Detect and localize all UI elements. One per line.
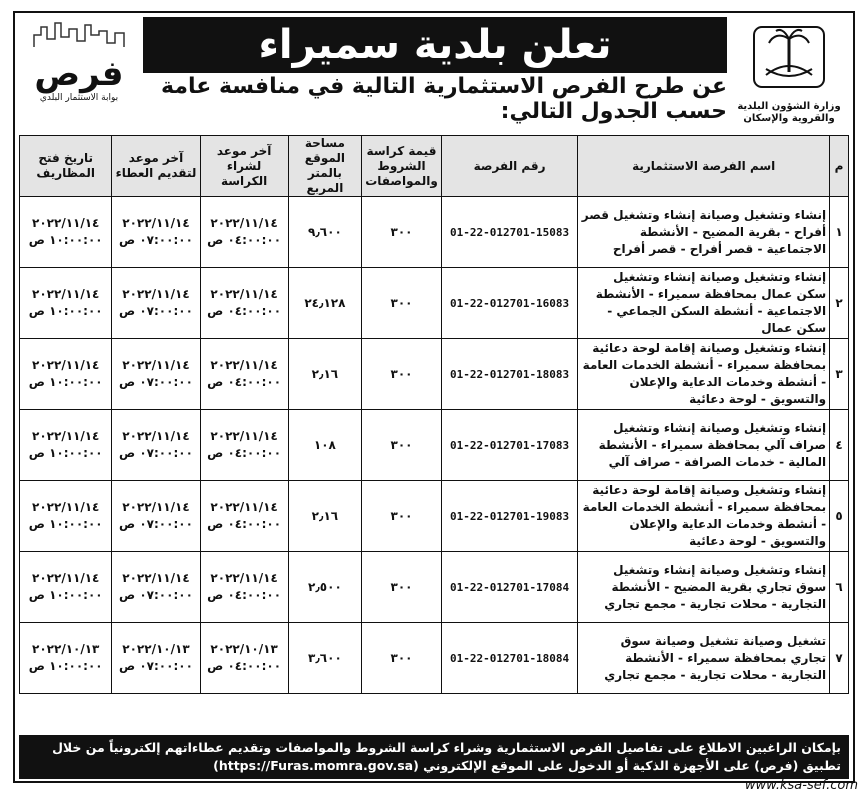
opportunities-table bbox=[19, 135, 849, 694]
row-opening: ٢٠٢٢/١٠/١٣ ١٠:٠٠:٠٠ ص bbox=[20, 623, 112, 694]
city-skyline-icon bbox=[29, 17, 129, 51]
table-row bbox=[20, 623, 849, 694]
row-buy-deadline: ٢٠٢٢/١١/١٤ ٠٤:٠٠:٠٠ ص bbox=[200, 268, 288, 339]
row-price: ٣٠٠ bbox=[362, 552, 442, 623]
row-number: 01-22-012701-16083 bbox=[441, 268, 577, 339]
row-number: 01-22-012701-17083 bbox=[441, 410, 577, 481]
row-area: ٩٫٦٠٠ bbox=[288, 197, 361, 268]
row-area: ٢٫١٦ bbox=[288, 339, 361, 410]
header-price: قيمة كراسة الشروط والمواصفات bbox=[362, 136, 442, 197]
row-number: 01-22-012701-19083 bbox=[441, 481, 577, 552]
row-opening: ٢٠٢٢/١١/١٤ ١٠:٠٠:٠٠ ص bbox=[20, 339, 112, 410]
header-number: رقم الفرصة bbox=[441, 136, 577, 197]
row-opening: ٢٠٢٢/١١/١٤ ١٠:٠٠:٠٠ ص bbox=[20, 410, 112, 481]
row-name: إنشاء وتشغيل وصيانة إنشاء وتشغيل سوق تجاري بقرية المضيح - الأنشطة التجارية - محلات تجارية - مجمع تجاري bbox=[578, 552, 830, 623]
row-area: ٢٫٥٠٠ bbox=[288, 552, 361, 623]
row-index: ١ bbox=[830, 197, 849, 268]
table-row bbox=[20, 481, 849, 552]
row-number: 01-22-012701-15083 bbox=[441, 197, 577, 268]
table-row bbox=[20, 552, 849, 623]
table-row bbox=[20, 410, 849, 481]
row-index: ٥ bbox=[830, 481, 849, 552]
row-submit-deadline: ٢٠٢٢/١١/١٤ ٠٧:٠٠:٠٠ ص bbox=[112, 481, 200, 552]
row-area: ١٠٨ bbox=[288, 410, 361, 481]
table-row bbox=[20, 268, 849, 339]
footer-line-2: تطبيق (فرص) على الأجهزة الذكية أو الدخول على الموقع الإلكتروني (https://Furas.momra.gov.sa) bbox=[213, 758, 841, 773]
row-area: ٢٤٫١٢٨ bbox=[288, 268, 361, 339]
row-number: 01-22-012701-18084 bbox=[441, 623, 577, 694]
row-name: إنشاء وتشغيل وصيانة إنشاء وتشغيل صراف آلي بمحافظة سميراء - الأنشطة المالية - خدمات الصرافة - صراف آلي bbox=[578, 410, 830, 481]
row-name: إنشاء وتشغيل وصيانة إقامة لوحة دعائية بمحافظة سميراء - أنشطة الخدمات العامة - أنشطة وخدمات الدعاية والإعلان والتسويق - لوحة دعائية bbox=[578, 339, 830, 410]
row-index: ٦ bbox=[830, 552, 849, 623]
header-submit-deadline: آخر موعد لتقديم العطاء bbox=[112, 136, 200, 197]
row-submit-deadline: ٢٠٢٢/١٠/١٣ ٠٧:٠٠:٠٠ ص bbox=[112, 623, 200, 694]
row-opening: ٢٠٢٢/١١/١٤ ١٠:٠٠:٠٠ ص bbox=[20, 481, 112, 552]
table-header-row bbox=[20, 136, 849, 197]
palm-swords-emblem-icon bbox=[734, 17, 844, 97]
row-index: ٧ bbox=[830, 623, 849, 694]
row-index: ٢ bbox=[830, 268, 849, 339]
row-price: ٣٠٠ bbox=[362, 410, 442, 481]
header-name: اسم الفرصة الاستثمارية bbox=[578, 136, 830, 197]
row-submit-deadline: ٢٠٢٢/١١/١٤ ٠٧:٠٠:٠٠ ص bbox=[112, 268, 200, 339]
row-submit-deadline: ٢٠٢٢/١١/١٤ ٠٧:٠٠:٠٠ ص bbox=[112, 410, 200, 481]
footer-line-1: بإمكان الراغبين الاطلاع على تفاصيل الفرص الاستثمارية وشراء كراسة الشروط والمواصفات وتقديم عطاءاتهم إلكترونياً من خلال bbox=[52, 740, 841, 755]
row-submit-deadline: ٢٠٢٢/١١/١٤ ٠٧:٠٠:٠٠ ص bbox=[112, 197, 200, 268]
row-name: تشغيل وصيانة تشغيل وصيانة سوق تجاري بمحافظة سميراء - الأنشطة التجارية - محلات تجارية - مجمع تجاري bbox=[578, 623, 830, 694]
row-buy-deadline: ٢٠٢٢/١٠/١٣ ٠٤:٠٠:٠٠ ص bbox=[200, 623, 288, 694]
row-buy-deadline: ٢٠٢٢/١١/١٤ ٠٤:٠٠:٠٠ ص bbox=[200, 552, 288, 623]
row-area: ٢٫١٦ bbox=[288, 481, 361, 552]
row-price: ٣٠٠ bbox=[362, 339, 442, 410]
row-price: ٣٠٠ bbox=[362, 623, 442, 694]
ministry-logo bbox=[729, 17, 849, 127]
row-opening: ٢٠٢٢/١١/١٤ ١٠:٠٠:٠٠ ص bbox=[20, 197, 112, 268]
footer-notice bbox=[19, 735, 849, 779]
row-opening: ٢٠٢٢/١١/١٤ ١٠:٠٠:٠٠ ص bbox=[20, 552, 112, 623]
row-number: 01-22-012701-18083 bbox=[441, 339, 577, 410]
row-index: ٤ bbox=[830, 410, 849, 481]
row-index: ٣ bbox=[830, 339, 849, 410]
banner-title: تعلن بلدية سميراء bbox=[143, 17, 727, 73]
row-name: إنشاء وتشغيل وصيانة إنشاء وتشغيل سكن عمال بمحافظة سميراء - الأنشطة الاجتماعية - أنشطة السكن الجماعي - سكن عمال bbox=[578, 268, 830, 339]
furas-logo bbox=[19, 17, 139, 127]
advertisement-frame bbox=[13, 11, 855, 783]
row-price: ٣٠٠ bbox=[362, 197, 442, 268]
header bbox=[15, 13, 853, 131]
header-opening: تاريخ فتح المظاريف bbox=[20, 136, 112, 197]
furas-caption: بوابة الاستثمار البلدي bbox=[39, 93, 119, 103]
watermark-credit: www.ksa-sef.com bbox=[744, 778, 858, 793]
table-row bbox=[20, 197, 849, 268]
ministry-name: وزارة الشؤون البلدية والقروية والإسكان bbox=[737, 101, 841, 124]
row-number: 01-22-012701-17084 bbox=[441, 552, 577, 623]
header-area: مساحة الموقع بالمتر المربع bbox=[288, 136, 361, 197]
row-buy-deadline: ٢٠٢٢/١١/١٤ ٠٤:٠٠:٠٠ ص bbox=[200, 481, 288, 552]
row-submit-deadline: ٢٠٢٢/١١/١٤ ٠٧:٠٠:٠٠ ص bbox=[112, 339, 200, 410]
header-index: م bbox=[830, 136, 849, 197]
subtitle: عن طرح الفرص الاستثمارية التالية في منافسة عامة حسب الجدول التالي: bbox=[161, 74, 727, 124]
furas-word: فرص bbox=[34, 54, 124, 94]
row-buy-deadline: ٢٠٢٢/١١/١٤ ٠٤:٠٠:٠٠ ص bbox=[200, 410, 288, 481]
row-name: إنشاء وتشغيل وصيانة إقامة لوحة دعائية بمحافظة سميراء - أنشطة الخدمات العامة - أنشطة وخدمات الدعاية والإعلان والتسويق - لوحة دعائية bbox=[578, 481, 830, 552]
row-price: ٣٠٠ bbox=[362, 268, 442, 339]
row-buy-deadline: ٢٠٢٢/١١/١٤ ٠٤:٠٠:٠٠ ص bbox=[200, 197, 288, 268]
row-opening: ٢٠٢٢/١١/١٤ ١٠:٠٠:٠٠ ص bbox=[20, 268, 112, 339]
row-submit-deadline: ٢٠٢٢/١١/١٤ ٠٧:٠٠:٠٠ ص bbox=[112, 552, 200, 623]
row-price: ٣٠٠ bbox=[362, 481, 442, 552]
row-name: إنشاء وتشغيل وصيانة إنشاء وتشغيل قصر أفراح - بقرية المضيح - الأنشطة الاجتماعية - قصر أفراح - قصر أفراح bbox=[578, 197, 830, 268]
row-area: ٣٫٦٠٠ bbox=[288, 623, 361, 694]
table-row bbox=[20, 339, 849, 410]
row-buy-deadline: ٢٠٢٢/١١/١٤ ٠٤:٠٠:٠٠ ص bbox=[200, 339, 288, 410]
header-buy-deadline: آخر موعد لشراء الكراسة bbox=[200, 136, 288, 197]
